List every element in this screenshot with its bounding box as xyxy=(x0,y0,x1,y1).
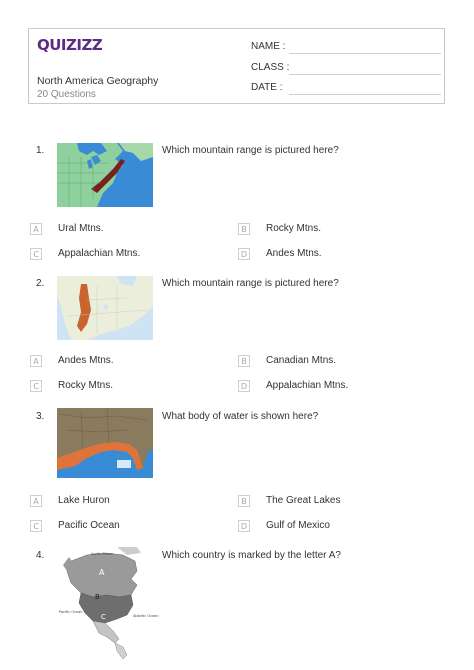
option-text[interactable]: Appalachian Mtns. xyxy=(266,380,349,391)
option-text[interactable]: Gulf of Mexico xyxy=(266,520,330,531)
option-letter[interactable]: D xyxy=(238,248,250,260)
rocky-mountains-map-image xyxy=(57,276,153,340)
question-number: 1. xyxy=(36,145,45,156)
question-text: Which mountain range is pictured here? xyxy=(162,145,339,156)
question-number: 3. xyxy=(36,411,45,422)
class-field[interactable] xyxy=(251,62,441,73)
map-label-c: C xyxy=(101,613,106,621)
gulf-coast-map-image xyxy=(57,408,153,478)
option-text[interactable]: Lake Huron xyxy=(58,495,110,506)
option-text[interactable]: Andes Mtns. xyxy=(58,355,114,366)
option-text[interactable]: The Great Lakes xyxy=(266,495,341,506)
map-label-pacific: Pacific Ocean xyxy=(59,610,83,614)
name-label: NAME : xyxy=(251,41,286,52)
date-field[interactable] xyxy=(251,82,441,93)
option-letter[interactable]: A xyxy=(30,495,42,507)
option-letter[interactable]: B xyxy=(238,223,250,235)
option-letter[interactable]: D xyxy=(238,520,250,532)
option-text[interactable]: Andes Mtns. xyxy=(266,248,322,259)
name-field[interactable] xyxy=(251,41,441,52)
option-letter[interactable]: A xyxy=(30,355,42,367)
option-text[interactable]: Rocky Mtns. xyxy=(266,223,322,234)
map-label-atlantic: Atlantic Ocean xyxy=(133,614,159,618)
quizizz-logo: QUIZIZZ xyxy=(37,36,103,54)
option-letter[interactable]: D xyxy=(238,380,250,392)
question-text: Which mountain range is pictured here? xyxy=(162,278,339,289)
question-text: Which country is marked by the letter A? xyxy=(162,550,341,561)
option-letter[interactable]: A xyxy=(30,223,42,235)
north-america-countries-map-image xyxy=(57,547,159,665)
class-label: CLASS : xyxy=(251,62,290,73)
date-line xyxy=(289,94,441,95)
option-letter[interactable]: B xyxy=(238,495,250,507)
question-number: 2. xyxy=(36,278,45,289)
question-count: 20 Questions xyxy=(37,89,96,100)
map-label-b: B xyxy=(95,593,100,601)
map-label-arctic: Arctic Ocean xyxy=(91,552,114,556)
option-letter[interactable]: C xyxy=(30,248,42,260)
question-number: 4. xyxy=(36,550,45,561)
option-text[interactable]: Pacific Ocean xyxy=(58,520,120,531)
option-letter[interactable]: B xyxy=(238,355,250,367)
appalachian-map-image xyxy=(57,143,153,207)
option-text[interactable]: Canadian Mtns. xyxy=(266,355,337,366)
option-letter[interactable]: C xyxy=(30,520,42,532)
question-text: What body of water is shown here? xyxy=(162,411,319,422)
map-label-a: A xyxy=(99,568,105,577)
option-text[interactable]: Rocky Mtns. xyxy=(58,380,114,391)
option-letter[interactable]: C xyxy=(30,380,42,392)
worksheet-title: North America Geography xyxy=(37,75,159,87)
option-text[interactable]: Appalachian Mtns. xyxy=(58,248,141,259)
option-text[interactable]: Ural Mtns. xyxy=(58,223,104,234)
class-line xyxy=(289,74,441,75)
date-label: DATE : xyxy=(251,82,283,93)
worksheet-header xyxy=(28,28,445,104)
name-line xyxy=(289,53,441,54)
